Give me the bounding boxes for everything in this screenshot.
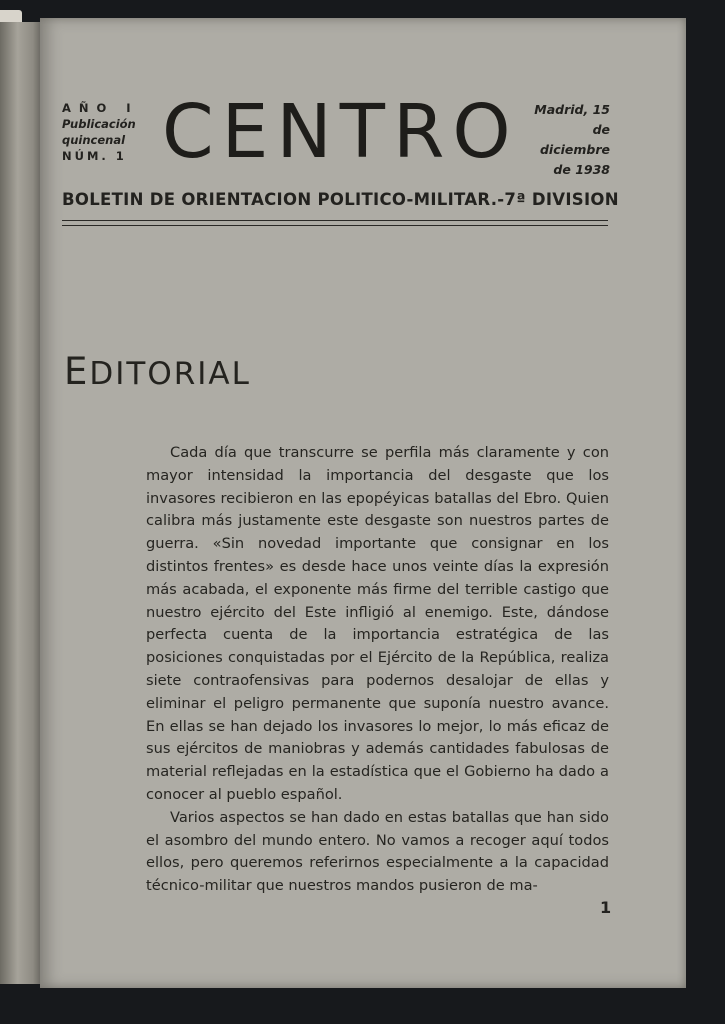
- date-city: Madrid, 15: [534, 102, 610, 117]
- paragraph: Varios aspectos se han dado en estas batallas que han sido el asombro del mundo entero. No vamos a recoger aquí todos ellos, pero queremos referirnos especialmente a la capacidad técnico-militar que nuestros mandos pusieron de ma-: [146, 808, 609, 895]
- date-year: de 1938: [553, 162, 610, 177]
- date-month: diciembre: [539, 142, 610, 157]
- date-de: de: [592, 122, 610, 137]
- section-heading: [64, 350, 251, 393]
- publication-line-1: Publicación: [62, 117, 136, 131]
- paragraph: Cada día que transcurre se perfila más claramente y con mayor intensidad la importancia del desgaste que los invasores recibieron en las epopéyicas batallas del Ebro. Quien calibra más justamente este desgaste son nuestros partes de guerra. «Sin novedad importante que consignar en los distintos frentes» es desde hace unos veinte días la expresión más acabada, el exponente más firme del terrible castigo que nuestro ejército del Este infligió al enemigo. Este, dándose perfecta cuenta de la importancia estratégica de las posiciones conquistadas por el Ejército de la República, realiza siete contraofensivas para podernos desalojar de ellas y eliminar el peligro permanente que suponía nuestro avance. En ellas se han dejado los invasores lo mejor, lo más eficaz de sus ejércitos de maniobras y además cantidades fabulosas de material reflejadas en la estadística que el Gobierno ha dado a conocer al pueblo español.: [146, 444, 609, 803]
- issue-date: [510, 100, 610, 180]
- issue-number: NÚM. 1: [62, 149, 127, 163]
- publication-line-2: quincenal: [62, 133, 126, 147]
- document-page: [40, 18, 686, 988]
- issue-info: [62, 100, 157, 164]
- book-spine: [0, 22, 44, 984]
- editorial-body: [146, 442, 609, 898]
- header-double-rule: [62, 220, 608, 226]
- heading-rest: DITORIAL: [89, 356, 251, 392]
- heading-initial: E: [64, 350, 90, 393]
- page-number: 1: [600, 898, 612, 917]
- year-line: AÑO I: [62, 101, 139, 115]
- masthead-subtitle: BOLETIN DE ORIENTACION POLITICO-MILITAR.-7ª DIVISION: [62, 190, 619, 209]
- masthead-title: CENTRO: [162, 89, 519, 175]
